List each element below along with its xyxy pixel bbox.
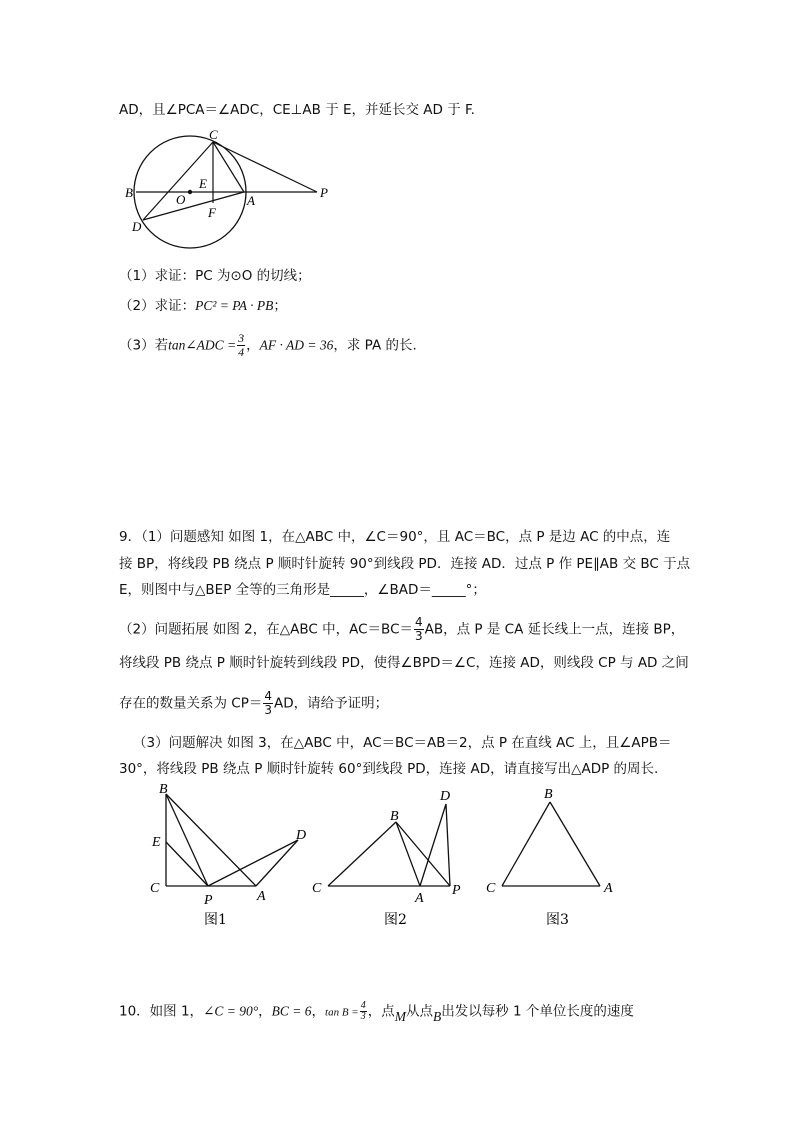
fig1-line-bp: [166, 794, 208, 886]
label-p: P: [320, 185, 328, 200]
q9-line6-fraction: [263, 690, 273, 717]
q10-bc: BC = 6: [271, 1003, 312, 1019]
q10-tan: tan B =: [325, 1006, 359, 1019]
line-da: [143, 192, 244, 220]
q8-frac-num: 3: [238, 331, 245, 345]
q8-part2-suffix: ；: [273, 298, 287, 314]
fig1-caption: 图1: [204, 912, 227, 928]
fig1-label-p: P: [204, 893, 213, 908]
q10-sep2: ，: [311, 1003, 326, 1020]
q8-part3-suffix: ，求 PA 的长.: [333, 337, 417, 354]
fig3-label-b: B: [544, 787, 553, 802]
q9-line4-prefix: （2）问题拓展 如图 2，在△ABC 中，AC＝BC＝: [119, 621, 413, 638]
q8-part2-prefix: （2）求证：: [119, 298, 196, 314]
fig3-caption: 图3: [546, 912, 569, 928]
fig1-label-b: B: [159, 782, 168, 797]
label-d: D: [132, 219, 142, 234]
fig2-caption: 图2: [384, 912, 407, 928]
q8-part3-math: AF · AD = 36: [259, 337, 334, 353]
q8-part3: [119, 332, 417, 359]
fig8-circle-diagram: [118, 128, 348, 253]
fig2-label-p: P: [452, 883, 461, 898]
label-o: O: [176, 192, 186, 207]
q8-part1: （1）求证：PC 为⊙O 的切线；: [119, 268, 311, 284]
q10-from: 从点: [405, 1003, 433, 1020]
q10-mid: ，点: [367, 1003, 395, 1020]
q9-line8: 30°，将线段 PB 绕点 P 顺时针旋转 60°到线段 PD，连接 AD，请直接写出△ADP 的周长.: [119, 761, 659, 777]
label-f: F: [208, 205, 216, 220]
fig3-label-c: C: [486, 881, 496, 896]
q8-part3-tan: tan∠ADC =: [168, 337, 237, 353]
q10-frac-den: 3: [360, 1011, 366, 1022]
label-b: B: [125, 185, 133, 200]
q9-fig2-diagram: [306, 782, 476, 932]
q9-line2: 接 BP，将线段 PB 绕点 P 顺时针旋转 90°到线段 PD．连接 AD．过点 P 作 PE∥AB 交 BC 于点: [119, 556, 691, 572]
q10-fraction: [360, 1001, 367, 1022]
fig1-label-e: E: [152, 835, 161, 850]
q9-line3: E，则图中与△BEP 全等的三角形是_____，∠BAD＝_____°；: [119, 582, 486, 598]
fig1-line-ep: [166, 842, 208, 886]
q9-line6-prefix: 存在的数量关系为 CP＝: [119, 695, 263, 712]
q10-frac-num: 4: [360, 1000, 366, 1011]
q9-fig1-diagram: [146, 782, 326, 932]
q9-line5: 将线段 PB 绕点 P 顺时针旋转到线段 PD，使得∠BPD＝∠C，连接 AD，则线段 CP 与 AD 之间: [119, 655, 689, 671]
q8-part2-math: PC² = PA · PB: [195, 298, 274, 313]
center-dot: [188, 190, 192, 194]
q10-suffix: 出发以每秒 1 个单位长度的速度: [441, 1003, 634, 1020]
fig3-line-cb: [502, 802, 550, 886]
q9-line6: [119, 690, 388, 717]
fig1-label-a: A: [257, 889, 266, 904]
q8-part3-prefix: （3）若: [119, 337, 169, 354]
fig1-line-ba: [166, 794, 256, 886]
q10-point-b: B: [432, 1008, 442, 1024]
label-e: E: [199, 176, 207, 191]
q9-line4: [119, 616, 684, 643]
fig2-line-cb: [328, 822, 396, 886]
q9-frac2-num: 4: [264, 689, 272, 703]
fig2-line-ba: [396, 822, 420, 886]
fig2-label-c: C: [312, 881, 322, 896]
q10-angle: ∠C = 90°: [203, 1003, 259, 1019]
q8-part2: [119, 296, 287, 316]
q9-line1: 9．（1）问题感知 如图 1，在△ABC 中，∠C＝90°，且 AC＝BC，点 P 是边 AC 的中点，连: [119, 529, 671, 545]
q10-prefix: 10．如图 1，: [119, 1003, 204, 1020]
q10-sep1: ，: [258, 1003, 272, 1020]
q9-frac1-den: 3: [415, 629, 423, 643]
q8-part3-fraction: [237, 332, 245, 359]
q9-line4-suffix: AB，点 P 是 CA 延长线上一点，连接 BP，: [424, 621, 685, 638]
q8-frac-den: 4: [238, 345, 245, 359]
q10-line1: [119, 1001, 634, 1023]
q9-fig3-diagram: [476, 782, 626, 932]
fig1-label-c: C: [150, 881, 160, 896]
fig3-label-a: A: [604, 881, 613, 896]
q10-point-m: M: [394, 1008, 406, 1024]
q9-frac1-num: 4: [415, 615, 423, 629]
q9-frac2-den: 3: [264, 703, 272, 717]
q9-line7: （3）问题解决 如图 3，在△ABC 中，AC＝BC＝AB＝2，点 P 在直线 AC 上，且∠APB＝: [133, 735, 672, 751]
fig3-line-ba: [550, 802, 600, 886]
fig1-label-d: D: [296, 828, 307, 843]
label-a: A: [247, 193, 255, 208]
q8-part3-mid: ，: [246, 337, 260, 354]
intro-text: AD，且∠PCA＝∠ADC，CE⊥AB 于 E，并延长交 AD 于 F.: [119, 102, 475, 118]
fig1-line-ad: [256, 840, 298, 886]
label-c: C: [209, 128, 218, 142]
q9-line6-suffix: AD，请给予证明；: [274, 695, 389, 712]
fig1-line-pd: [208, 840, 298, 886]
fig2-line-pd: [446, 804, 450, 886]
fig2-line-ad: [420, 804, 446, 886]
fig2-label-b: B: [390, 809, 399, 824]
q9-line4-fraction: [414, 616, 424, 643]
fig2-label-d: D: [440, 789, 451, 804]
fig2-label-a: A: [415, 891, 424, 906]
